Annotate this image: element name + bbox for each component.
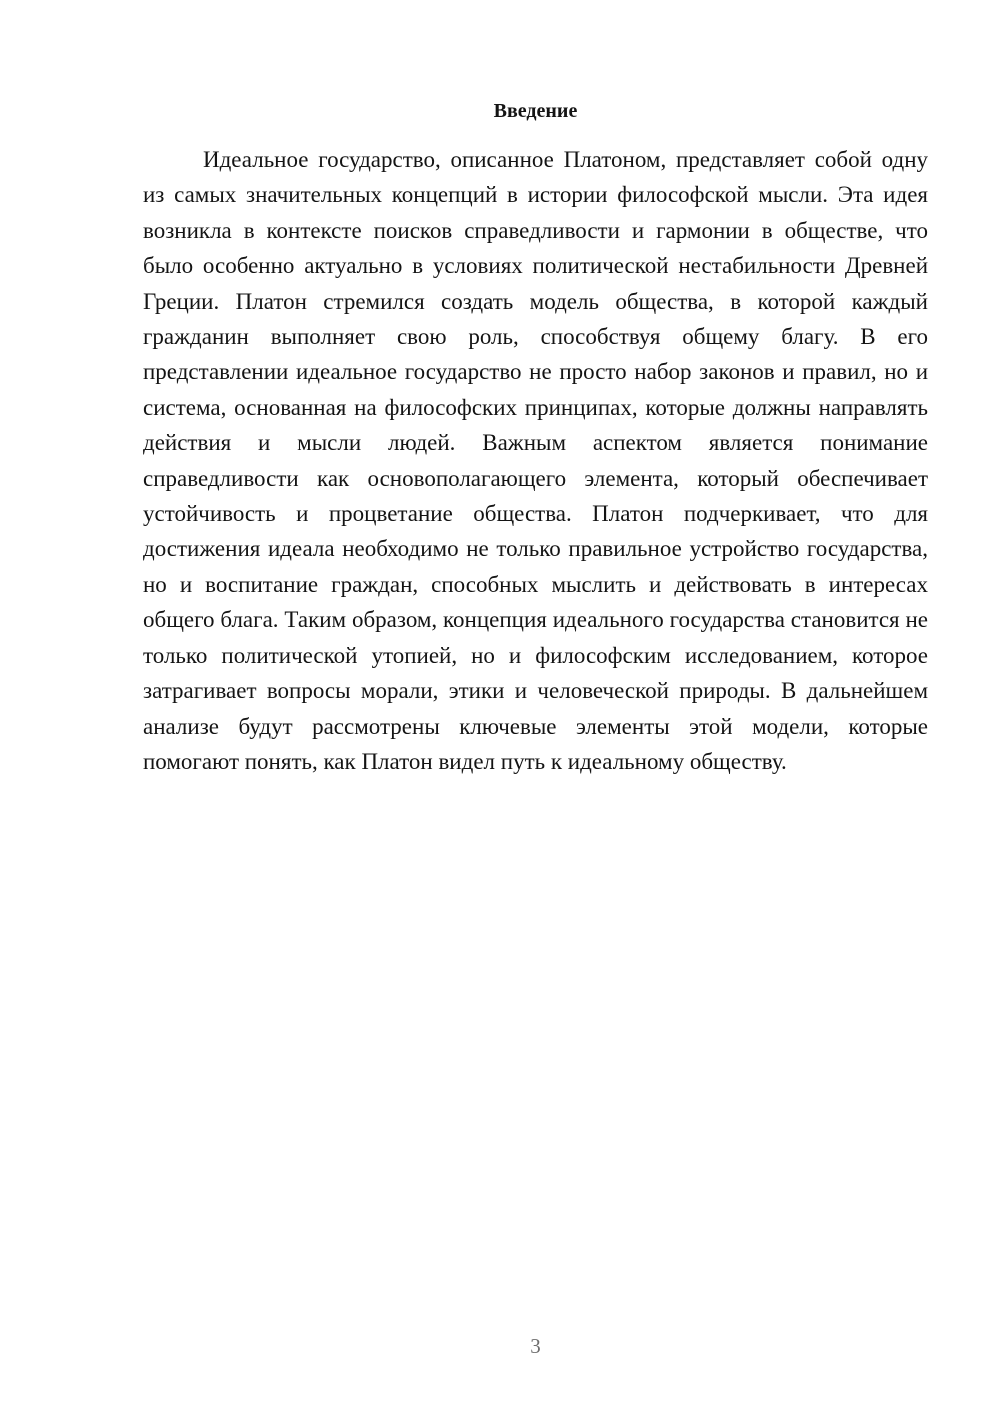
section-heading: Введение	[493, 100, 578, 122]
body-paragraph: Идеальное государство, описанное Платоном, представляет собой одну из самых значительных концепций в истории философской мысли. Эта идея возникла в контексте поисков справедливости и гармонии в обществе, что было особенно актуально в условиях политической нестабильности Древней Греции. Платон стремился создать модель общества, в которой каждый гражданин выполняет свою роль, способствуя общему благу. В его представлении идеальное государство не просто набор законов и правил, но и система, основанная на философских принципах, которые должны направлять действия и мысли людей. Важным аспектом является понимание справедливости как основополагающего элемента, который обеспечивает устойчивость и процветание общества. Платон подчеркивает, что для достижения идеала необходимо не только правильное устройство государства, но и воспитание граждан, способных мыслить и действовать в интересах общего блага. Таким образом, концепция идеального государства становится не только политической утопией, но и философским исследованием, которое затрагивает вопросы морали, этики и человеческой природы. В дальнейшем анализе будут рассмотрены ключевые элементы этой модели, которые помогают понять, как Платон видел путь к идеальному обществу.	[143, 147, 928, 774]
page-number: 3	[530, 1334, 541, 1358]
